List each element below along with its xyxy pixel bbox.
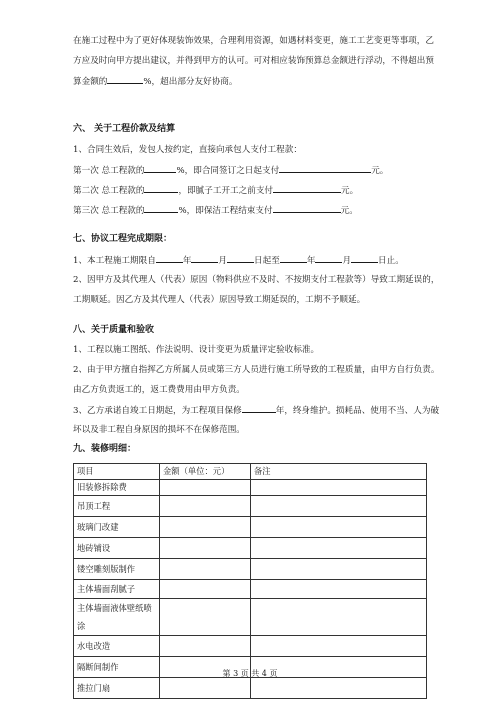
section-7-line-2b: 工期顺延。因乙方及其代理人（代表）原因导致工期延误的，工期不予顺延。 [73,295,366,305]
section-7-line-2a: 2、因甲方及其代理人（代表）原因（物料供应不及时、不按期支付工程款等）导致工期延误的， [73,275,440,285]
section-7-line-1: 1、本工程施工期限自 年 月 日起至 年 月 日止。 [73,251,433,271]
table-row: 隔断间制作 [74,657,427,678]
section-8-line-3a: 3、乙方承诺自竣工日期起，为工程项目保修 年，终身维护。损耗品、使用不当、人为破 [73,401,433,421]
header-amount: 金额（单位：元） [160,464,251,480]
table-row: 推拉门扇 [74,678,427,699]
section-8-line-2a: 2、由于甲方擅自指挥乙方所属人员或第三方人员进行施工所导致的工程质量，由甲方自行负责。 [73,365,440,375]
table-row: 主体墙面液体壁纸喷 涂 [74,599,427,636]
page-number: 第 3 页 共 4 页 [222,669,278,678]
header-remark: 备注 [251,464,427,480]
section-7-heading: 七、协议工程完成期限： [73,234,173,244]
table-row: 地砖铺设 [74,538,427,559]
section-6-line-1: 1、合同生效后，发包人按约定，直接向承包人支付工程款： [73,145,302,155]
header-item: 项目 [74,464,160,480]
intro-line-1: 在施工过程中为了更好体现装饰效果，合理利用资源，如遇材料变更，施工工艺变更等事项，乙 [73,36,434,46]
section-8-line-3b: 坏以及非工程自身原因的损坏不在保修范围。 [73,425,245,435]
table-row: 主体墙面刮腻子 [74,580,427,599]
section-6-heading: 六、 关于工程价款及结算 [73,124,176,134]
intro-line-2: 方应及时向甲方提出建议，并得到甲方的认可。可对相应装饰预算总金额进行浮动，不得超出预 [73,56,434,66]
section-9-heading: 九、装修明细： [73,444,137,454]
table-row: 旧装修拆除费 [74,480,427,496]
section-8-line-1: 1、工程以施工图纸、作法说明、设计变更为质量评定验收标准。 [73,345,320,355]
payment-3: 第三次 总工程款的 %，即保洁工程结束支付 元。 [73,201,433,221]
payment-1: 第一次 总工程款的 %，即合同签订之日起支付 元。 [73,161,433,181]
table-row: 水电改造 [74,636,427,657]
section-8-heading: 八、关于质量和验收 [73,325,155,335]
table-row: 玻璃门改建 [74,517,427,538]
intro-line-3: 算金额的 %，超出部分友好协商。 [73,72,433,92]
table-row: 镂空雕刻版制作 [74,559,427,580]
payment-2: 第二次 总工程款的 ，即腻子工开工之前支付 元。 [73,181,433,201]
section-8-line-2b: 由乙方负责返工的，返工费费用由甲方负责。 [73,385,245,395]
table-row: 吊顶工程 [74,496,427,517]
table-header-row [74,464,427,480]
